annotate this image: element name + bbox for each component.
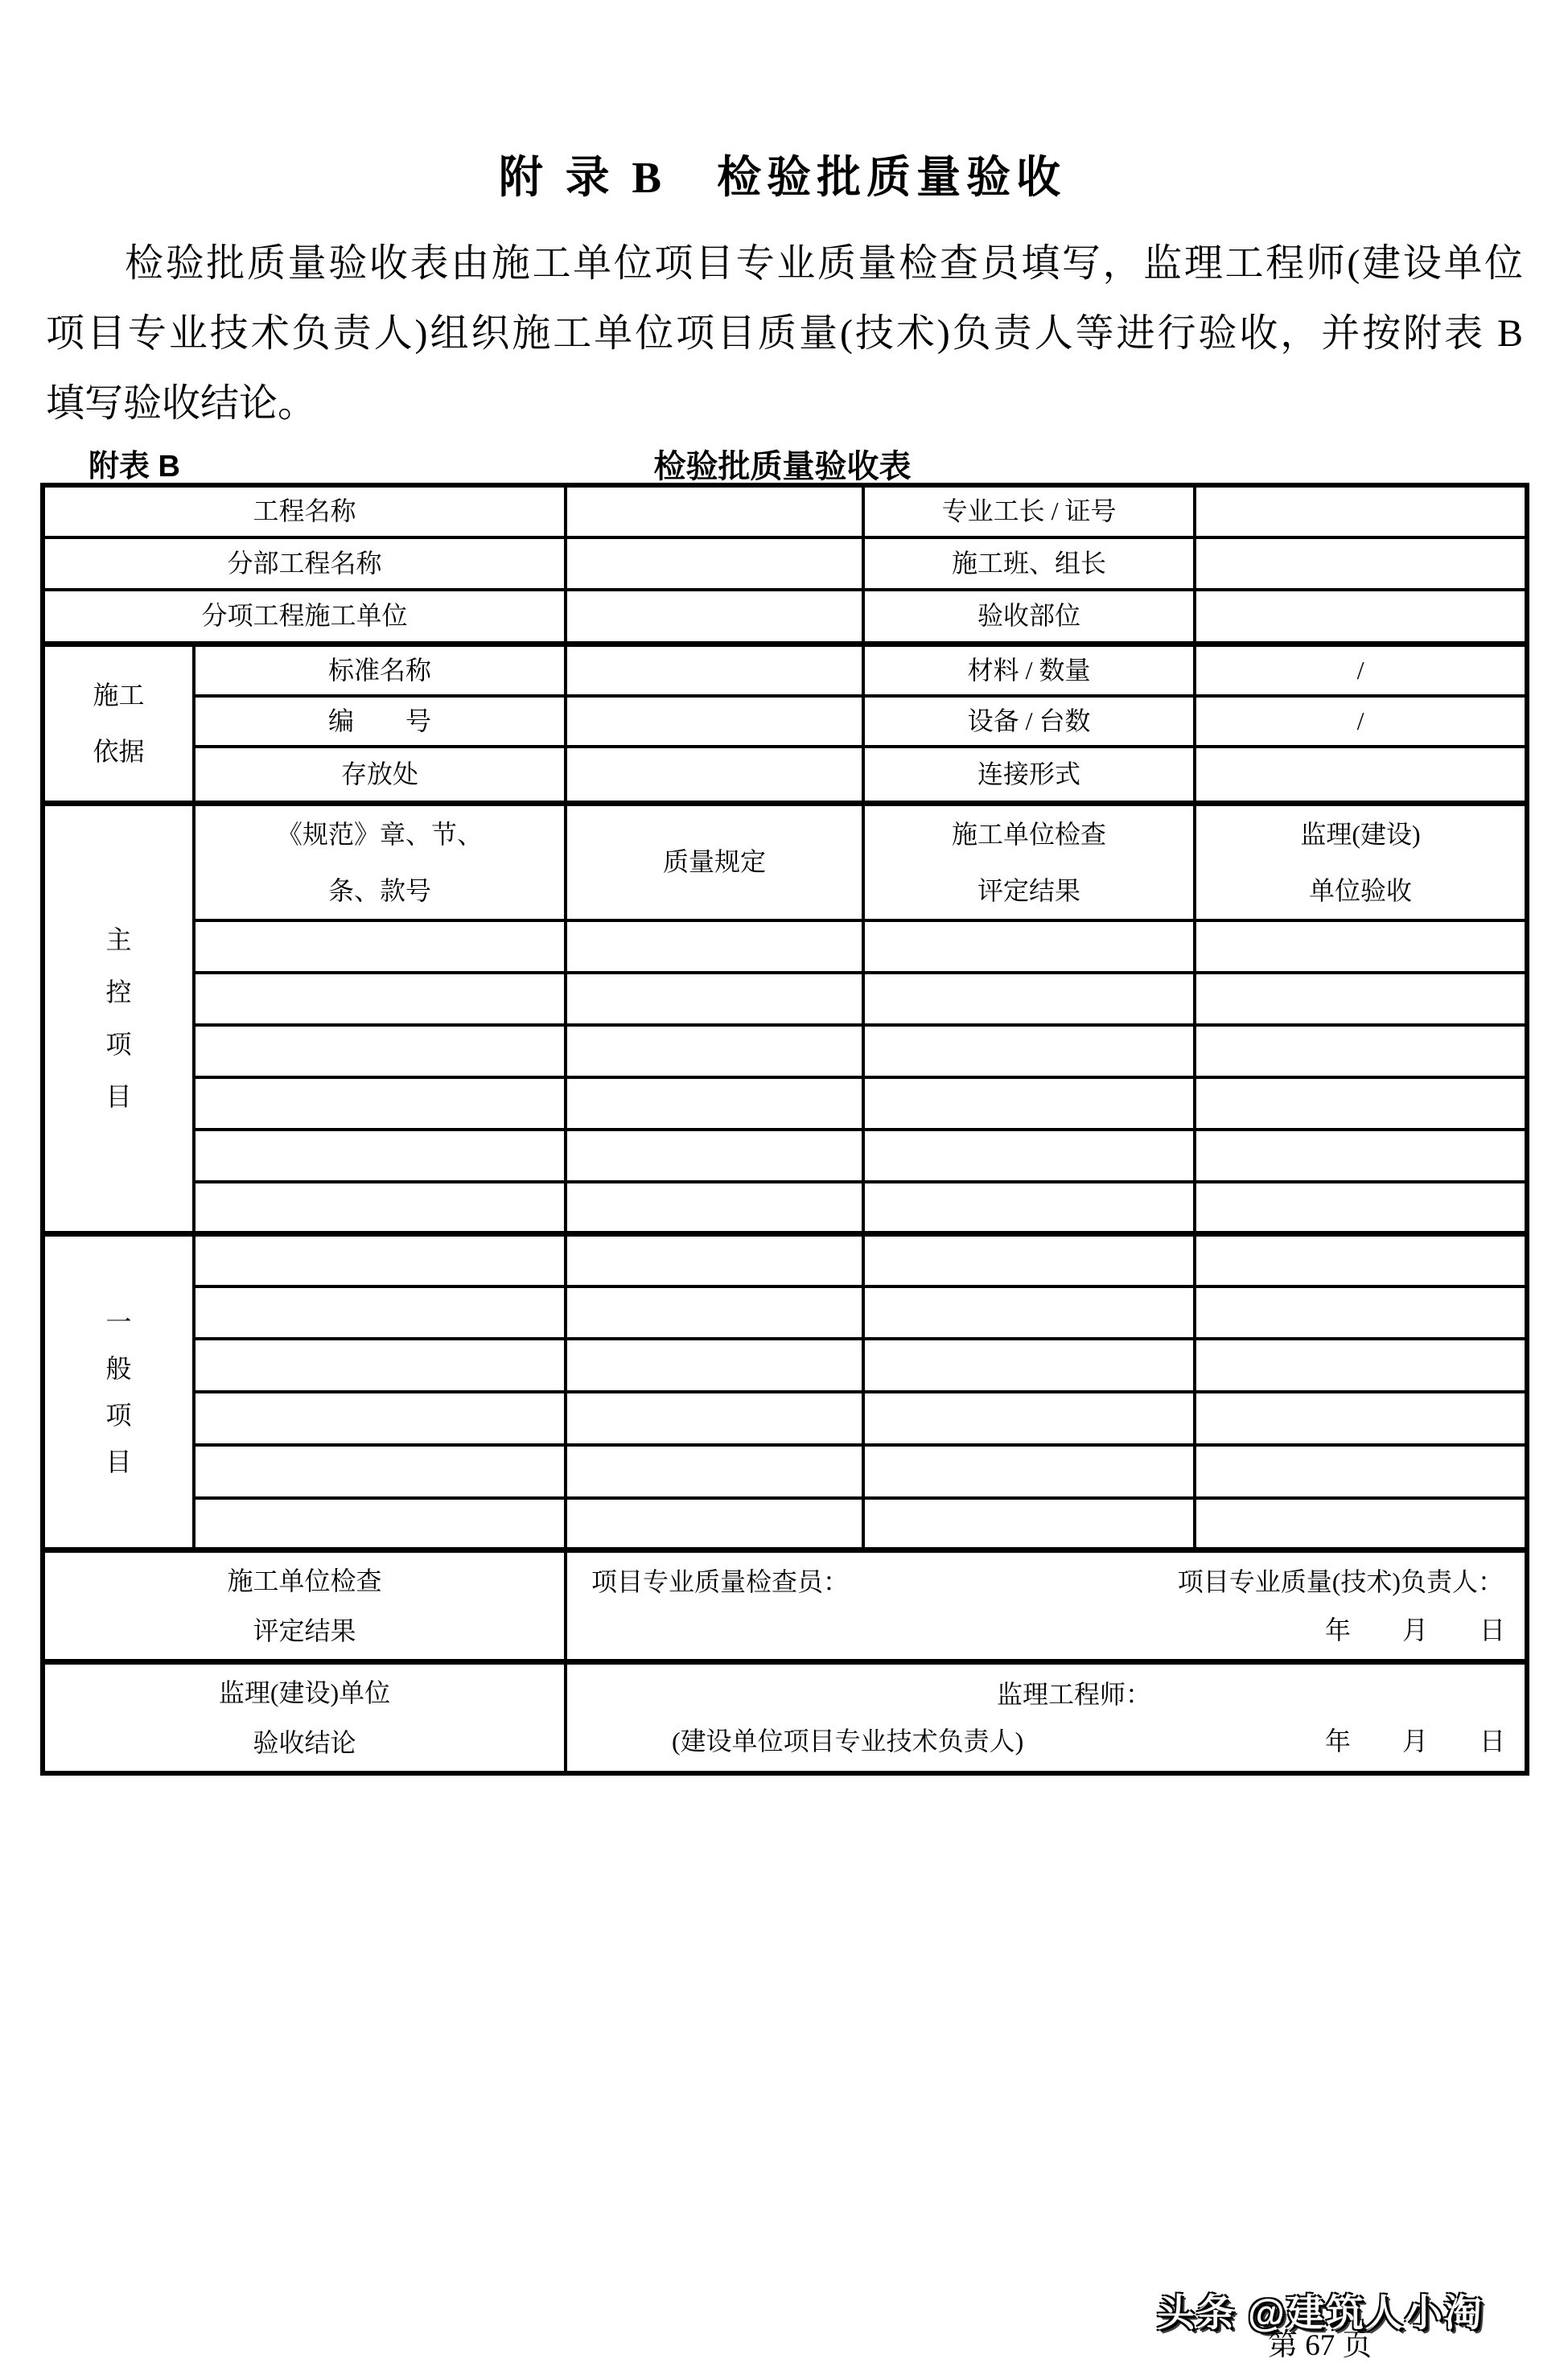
- empty-cell: [194, 1286, 566, 1339]
- table-header-row: [43, 803, 1527, 920]
- storage-place-label: 存放处: [194, 747, 566, 803]
- empty-cell: [863, 1130, 1195, 1182]
- watermark: 头条 @建筑人小淘: [1157, 2291, 1484, 2334]
- quality-inspector-signature-label: 项目专业质量检查员：: [591, 1567, 850, 1596]
- empty-cell: [1195, 1445, 1527, 1498]
- empty-cell: [566, 920, 863, 973]
- construction-basis-line2: 依据: [93, 737, 145, 766]
- empty-cell: [863, 1234, 1195, 1286]
- empty-cell: [566, 1445, 863, 1498]
- empty-cell: [566, 1286, 863, 1339]
- empty-cell: [863, 1498, 1195, 1550]
- general-empty-row: [43, 1286, 1527, 1339]
- empty-cell: [1195, 1130, 1527, 1182]
- general-items-char: 一: [105, 1307, 132, 1336]
- foreman-cert-value: [1195, 485, 1527, 537]
- quality-manager-signature-label: 项目专业质量(技术)负责人：: [1177, 1567, 1504, 1596]
- general-items-char: 目: [105, 1447, 132, 1476]
- empty-cell: [1195, 1025, 1527, 1077]
- standard-name-label: 标准名称: [194, 644, 566, 696]
- empty-cell: [863, 1077, 1195, 1130]
- empty-cell: [1195, 1077, 1527, 1130]
- main-control-empty-row: [43, 1077, 1527, 1130]
- main-control-char: 目: [105, 1081, 132, 1111]
- main-control-items-label: [43, 803, 194, 1234]
- supervisor-conclusion-label: [43, 1662, 566, 1774]
- spec-clause-line2: 条、款号: [328, 875, 432, 905]
- supervisor-conclusion-line1: 监理(建设)单位: [218, 1678, 391, 1707]
- date-placeholder: 年 月 日: [1325, 1616, 1506, 1644]
- empty-cell: [194, 973, 566, 1025]
- table-row: [43, 747, 1527, 803]
- intro-line-1: 检验批质量验收表由施工单位项目专业质量检查员填写，监理工程师(建设单位: [125, 242, 1523, 285]
- empty-cell: [863, 920, 1195, 973]
- empty-cell: [566, 1130, 863, 1182]
- contractor-check-result-row: [43, 1550, 1527, 1662]
- general-empty-row: [43, 1392, 1527, 1445]
- contractor-check-header: [863, 803, 1195, 920]
- empty-cell: [863, 1286, 1195, 1339]
- empty-cell: [1195, 1286, 1527, 1339]
- supervisor-conclusion-row: [43, 1662, 1527, 1774]
- empty-cell: [566, 1498, 863, 1550]
- general-empty-row: [43, 1445, 1527, 1498]
- empty-cell: [566, 1077, 863, 1130]
- project-name-label: 工程名称: [43, 485, 566, 537]
- empty-cell: [1195, 1392, 1527, 1445]
- empty-cell: [194, 1182, 566, 1234]
- date-placeholder: 年 月 日: [1325, 1727, 1506, 1756]
- supervisor-acceptance-line2: 单位验收: [1309, 875, 1413, 905]
- general-items-row: [43, 1234, 1527, 1286]
- empty-cell: [194, 1234, 566, 1286]
- empty-cell: [194, 1445, 566, 1498]
- intro-line-2: 项目专业技术负责人)组织施工单位项目质量(技术)负责人等进行验收，并按附表 B: [46, 312, 1523, 355]
- date-line: [567, 1606, 1525, 1659]
- empty-cell: [566, 1339, 863, 1392]
- page-title: 附 录 B 检验批质量验收: [498, 153, 1067, 202]
- empty-cell: [566, 1025, 863, 1077]
- general-empty-row: [43, 1498, 1527, 1550]
- subtable-label: 附表 B: [88, 450, 181, 484]
- owner-technical-manager-label: (建设单位项目专业技术负责人): [672, 1727, 1024, 1756]
- contractor-check-result-line2: 评定结果: [253, 1616, 356, 1645]
- supervisor-engineer-signature-label: [567, 1665, 1525, 1718]
- subtable-heading: [40, 441, 1525, 484]
- empty-cell: [863, 1182, 1195, 1234]
- table-row: [43, 537, 1527, 590]
- general-items-char: 项: [105, 1401, 132, 1430]
- number-value: [566, 696, 863, 747]
- empty-cell: [194, 1025, 566, 1077]
- main-control-empty-row: [43, 973, 1527, 1025]
- equipment-count-label: 设备 / 台数: [863, 696, 1195, 747]
- connection-type-label: 连接形式: [863, 747, 1195, 803]
- general-items-label: [43, 1234, 194, 1550]
- main-control-empty-row: [43, 1182, 1527, 1234]
- subtable-title: 检验批质量验收表: [653, 449, 912, 484]
- empty-cell: [566, 1234, 863, 1286]
- main-control-empty-row: [43, 1130, 1527, 1182]
- storage-place-value: [566, 747, 863, 803]
- page-number: 第 67 页: [1268, 2329, 1373, 2362]
- empty-cell: [863, 1445, 1195, 1498]
- empty-cell: [1195, 920, 1527, 973]
- subitem-contractor-value: [566, 590, 863, 644]
- material-qty-value: /: [1195, 644, 1527, 696]
- empty-cell: [194, 1130, 566, 1182]
- contractor-check-line1: 施工单位检查: [952, 819, 1107, 849]
- empty-cell: [863, 1392, 1195, 1445]
- empty-cell: [863, 1339, 1195, 1392]
- material-qty-label: 材料 / 数量: [863, 644, 1195, 696]
- empty-cell: [194, 1077, 566, 1130]
- empty-cell: [1195, 1339, 1527, 1392]
- supervisor-acceptance-header: [1195, 803, 1527, 920]
- subdivision-name-value: [566, 537, 863, 590]
- foreman-cert-label: 专业工长 / 证号: [863, 485, 1195, 537]
- main-control-empty-row: [43, 1025, 1527, 1077]
- empty-cell: [1195, 1234, 1527, 1286]
- connection-type-value: [1195, 747, 1527, 803]
- general-items-char: 般: [105, 1354, 132, 1383]
- supervisor-acceptance-line1: 监理(建设): [1300, 819, 1421, 849]
- construction-basis-label: [43, 644, 194, 803]
- subitem-contractor-label: 分项工程施工单位: [43, 590, 566, 644]
- main-control-empty-row: [43, 920, 1527, 973]
- empty-cell: [194, 920, 566, 973]
- main-control-char: 主: [105, 924, 132, 954]
- project-name-value: [566, 485, 863, 537]
- empty-cell: [566, 1182, 863, 1234]
- spec-clause-line1: 《规范》章、节、: [277, 819, 484, 849]
- table-row: [43, 644, 1527, 696]
- construction-basis-line1: 施工: [93, 681, 145, 710]
- empty-cell: [1195, 1182, 1527, 1234]
- intro-paragraph: [46, 228, 1523, 438]
- supervisor-conclusion-cell: [566, 1662, 1527, 1774]
- empty-cell: [863, 973, 1195, 1025]
- table-row: [43, 485, 1527, 537]
- empty-cell: [194, 1339, 566, 1392]
- crew-leader-value: [1195, 537, 1527, 590]
- contractor-check-line2: 评定结果: [977, 875, 1081, 905]
- spec-clause-header: [194, 803, 566, 920]
- empty-cell: [566, 1392, 863, 1445]
- signature-date-line: [567, 1718, 1525, 1771]
- main-control-char: 项: [105, 1029, 132, 1059]
- number-label: 编 号: [194, 696, 566, 747]
- contractor-check-result-label: [43, 1550, 566, 1662]
- supervisor-engineer-text: 监理工程师：: [997, 1680, 1152, 1709]
- quality-requirement-header: 质量规定: [566, 803, 863, 920]
- signature-line: [567, 1553, 1525, 1606]
- empty-cell: [1195, 1498, 1527, 1550]
- contractor-check-result-line1: 施工单位检查: [227, 1566, 382, 1595]
- empty-cell: [863, 1025, 1195, 1077]
- empty-cell: [566, 973, 863, 1025]
- empty-cell: [194, 1498, 566, 1550]
- supervisor-conclusion-line2: 验收结论: [253, 1728, 356, 1757]
- contractor-check-result-cell: [566, 1550, 1527, 1662]
- standard-name-value: [566, 644, 863, 696]
- acceptance-part-value: [1195, 590, 1527, 644]
- acceptance-table: [40, 483, 1529, 1776]
- empty-cell: [194, 1392, 566, 1445]
- subdivision-name-label: 分部工程名称: [43, 537, 566, 590]
- acceptance-part-label: 验收部位: [863, 590, 1195, 644]
- table-row: [43, 696, 1527, 747]
- crew-leader-label: 施工班、组长: [863, 537, 1195, 590]
- table-row: [43, 590, 1527, 644]
- empty-cell: [1195, 973, 1527, 1025]
- general-empty-row: [43, 1339, 1527, 1392]
- main-control-char: 控: [105, 977, 132, 1006]
- intro-line-3: 填写验收结论。: [46, 382, 317, 425]
- equipment-count-value: /: [1195, 696, 1527, 747]
